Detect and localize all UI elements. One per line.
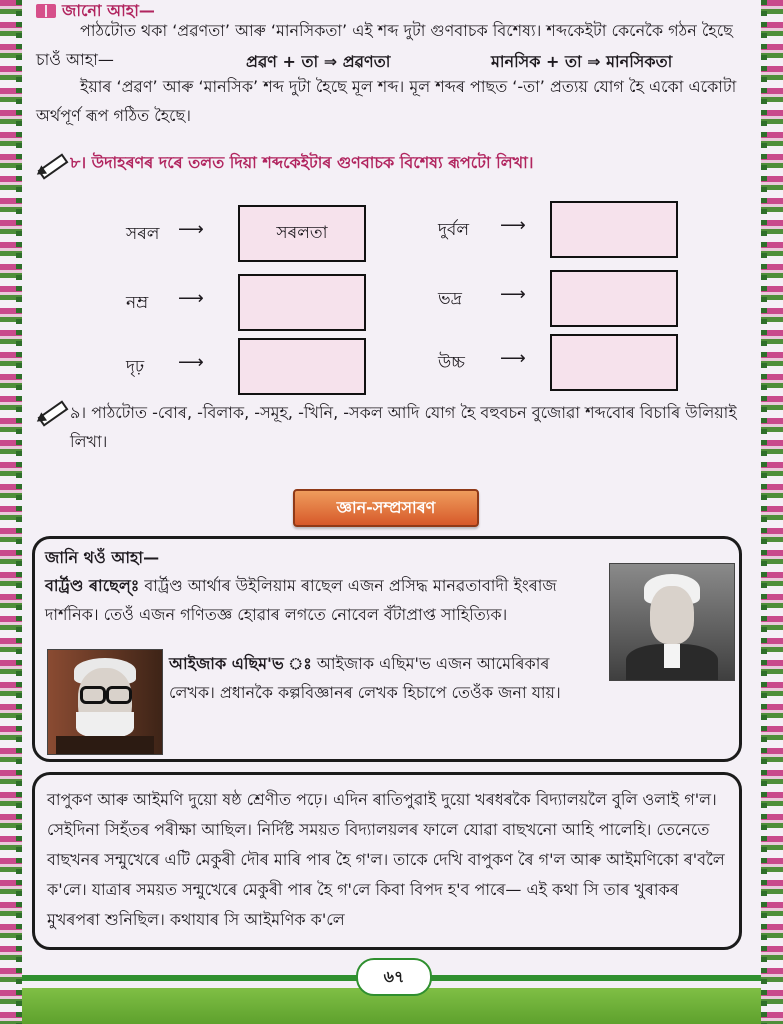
info-box-title: জানি থওঁ আহা— [45,548,160,567]
story-box [32,772,742,950]
russell-photo [609,563,735,681]
formula-prawanata: প্ৰৱণ + তা ⇒ প্ৰৱণতা [246,52,391,71]
bio-asimov-name: আইজাক এছিম'ভ ঃ [169,654,312,673]
exercise-word: সৰল [126,224,160,244]
answer-box[interactable] [238,338,366,395]
know-section-title: জানো আহা— [62,0,155,20]
page-number: ৬৭ [356,958,432,996]
story-text: বাপুকণ আৰু আইমণি দুয়ো ষষ্ঠ শ্ৰেণীত পঢ়ে। এদিন ৰাতিপুৱাই দুয়ো খৰধৰকৈ বিদ্যালয়লৈ বুলি ওলাই গ'ল। সেইদিনা সিহঁতৰ পৰীক্ষা আছিল। নিৰ্দিষ্ট সময়ত বিদ্যালয়লৰ ফালে যোৱা বাছখনো আহি পালেহি। তেনেতে বাছখনৰ সন্মুখেৰে এটি মেকুৰী দৌৰ মাৰি পাৰ হৈ গ'ল। তাকে দেখি বাপুকণ ৰৈ গ'ল আৰু আইমণিকো ৰ'বলৈ ক'লে। যাত্ৰাৰ সময়ত সন্মুখেৰে মেকুৰী পাৰ হৈ গ'লে কিবা বিপদ হ'ব পাৰে— এই কথা সি তাৰ খুৰাকৰ মুখৰপৰা শুনিছিল। কথাযাৰ সি আইমণিক ক'লে [47,790,725,929]
answer-box[interactable] [238,274,366,331]
exercise-word: দৃঢ় [126,357,145,377]
exercise-word: দুৰ্বল [438,220,470,240]
know-section-paragraph-2: ইয়াৰ ‘প্ৰৱণ’ আৰু ‘মানসিক’ শব্দ দুটা হৈছে মূল শব্দ। মূল শব্দৰ পাছত ‘-তা’ প্ৰত্যয় যোগ হৈ একো একোটা অৰ্থপূৰ্ণ ৰূপ গঠিত হৈছে। [36,77,737,125]
exercise-row-namra [126,274,386,329]
exercise-row-uchcha [438,334,678,389]
answer-box[interactable] [550,270,678,327]
know-section-paragraph-1: পাঠটোত থকা ‘প্ৰৱণতা’ আৰু ‘মানসিকতা’ এই শব্দ দুটা গুণবাচক বিশেষ্য। শব্দকেইটা কেনেকৈ গঠন হৈছে চাওঁ আহা— [36,21,733,69]
exercise-row-dridha [126,338,386,393]
exercise-row-durbala [438,201,678,256]
knowledge-expansion-banner: জ্ঞান-সম্প্ৰসাৰণ [293,489,479,527]
arrow-icon: ⟶ [500,348,526,369]
arrow-icon: ⟶ [500,284,526,305]
answer-box[interactable] [550,334,678,391]
arrow-icon: ⟶ [178,219,204,240]
arrow-icon: ⟶ [178,352,204,373]
info-box [32,536,742,762]
pencil-icon [36,398,64,424]
decorative-border-right [761,0,783,1024]
formula-manasikata: মানসিক + তা ⇒ মানসিকতা [491,52,673,71]
bio-asimov [169,649,599,707]
decorative-border-left [0,0,22,1024]
bio-russell-text: বাৰ্ট্ৰণ্ড আৰ্থাৰ উইলিয়াম ৰাছেল এজন প্ৰসিদ্ধ মানৱতাবাদী ইংৰাজ দাৰ্শনিক। তেওঁ এজন গণিতজ্ঞ হোৱাৰ লগতে নোবেল বঁটাপ্ৰাপ্ত সাহিত্যিক। [45,576,557,624]
arrow-icon: ⟶ [178,288,204,309]
question-8-label: ৮। উদাহৰণৰ দৰে তলত দিয়া শব্দকেইটাৰ গুণবাচক বিশেষ্য ৰূপটো লিখা। [70,153,534,172]
exercise-word: নম্ৰ [126,293,149,313]
bio-asimov-text: আইজাক এছিম'ভ এজন আমেৰিকাৰ লেখক। প্ৰধানকৈ কল্পবিজ্ঞানৰ লেখক হিচাপে তেওঁক জনা যায়। [169,654,561,702]
answer-box[interactable] [550,201,678,258]
asimov-photo [47,649,163,755]
pencil-icon [36,151,64,177]
question-9-label: ৯। পাঠটোত -বোৰ, -বিলাক, -সমূহ, -খিনি, -সকল আদি যোগ হৈ বহুবচন বুজোৱা শব্দবোৰ বিচাৰি উলিয়াই লিখা। [70,403,737,451]
exercise-word: উচ্চ [438,353,465,373]
bio-russell-name: বাৰ্ট্ৰণ্ড ৰাছেল্‌ঃ [45,576,140,595]
exercise-row-sarala [126,205,386,260]
answer-box[interactable]: সৰলতা [238,205,366,262]
formula-row [36,49,747,73]
exercise-word: ভদ্ৰ [438,289,462,309]
question-8 [36,150,747,177]
question-9 [36,398,747,456]
arrow-icon: ⟶ [500,215,526,236]
bio-russell [45,571,605,629]
exercise-row-bhadra [438,270,678,325]
